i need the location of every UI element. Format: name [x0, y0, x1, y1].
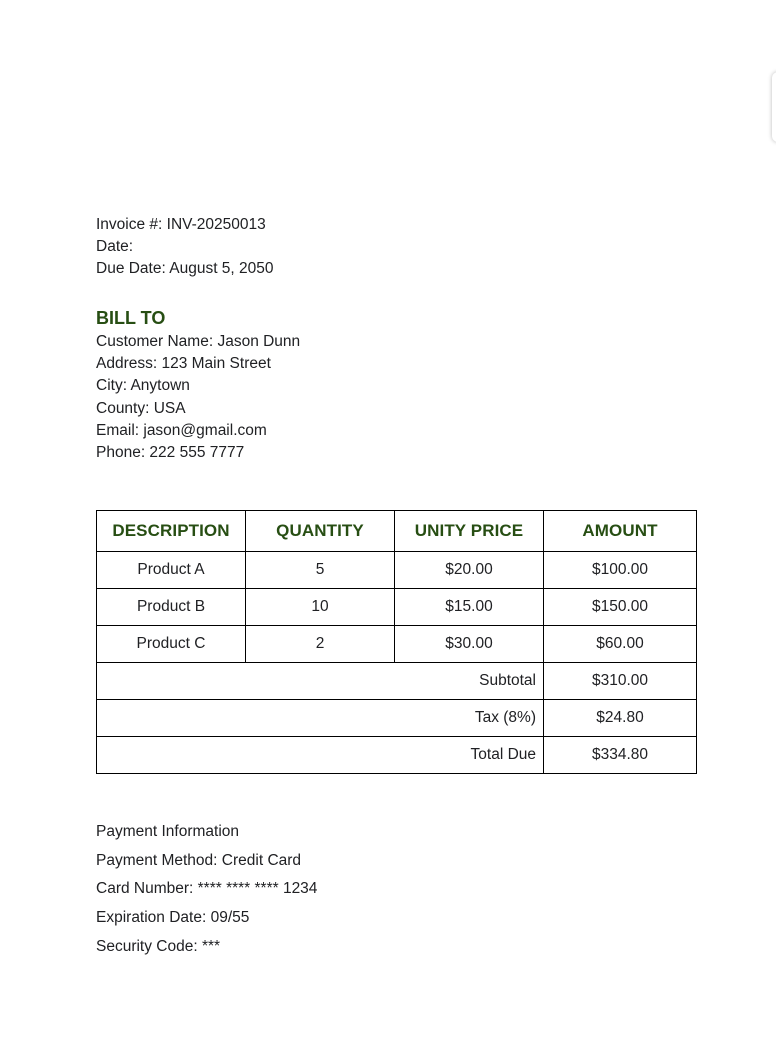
cell-description: Product B — [97, 589, 246, 626]
cell-description: Product C — [97, 626, 246, 663]
table-header-row — [97, 511, 697, 552]
invoice-items-table — [96, 510, 697, 774]
bill-to-details — [96, 331, 696, 464]
cell-unit-price: $20.00 — [395, 552, 544, 589]
customer-name: Customer Name: Jason Dunn — [96, 333, 301, 350]
payment-method: Payment Method: Credit Card — [96, 851, 302, 869]
card-number: Card Number: **** **** **** 1234 — [96, 880, 318, 898]
header-amount: AMOUNT — [544, 511, 697, 552]
invoice-due-date: Due Date: August 5, 2050 — [96, 260, 274, 277]
bill-to-heading: BILL TO — [96, 308, 166, 328]
cell-quantity: 2 — [246, 626, 395, 663]
cell-amount: $100.00 — [544, 552, 697, 589]
cell-description: Product A — [97, 552, 246, 589]
cell-quantity: 10 — [246, 589, 395, 626]
subtotal-row — [97, 663, 697, 700]
customer-phone: Phone: 222 555 7777 — [96, 444, 245, 462]
table-row — [97, 589, 697, 626]
security-code: Security Code: *** — [96, 937, 221, 955]
invoice-meta — [96, 214, 696, 280]
tax-row — [97, 700, 697, 737]
subtotal-label: Subtotal — [97, 663, 544, 700]
invoice-date: Date: — [96, 238, 134, 255]
cell-quantity: 5 — [246, 552, 395, 589]
header-unit-price: UNITY PRICE — [395, 511, 544, 552]
cell-unit-price: $30.00 — [395, 626, 544, 663]
payment-information — [96, 818, 317, 962]
cell-unit-price: $15.00 — [395, 589, 544, 626]
total-due-value: $334.80 — [544, 737, 697, 774]
tax-value: $24.80 — [544, 700, 697, 737]
payment-heading: Payment Information — [96, 823, 240, 840]
customer-county: County: USA — [96, 399, 186, 417]
side-panel-tab[interactable] — [772, 72, 776, 142]
cell-amount: $150.00 — [544, 589, 697, 626]
expiration-date: Expiration Date: 09/55 — [96, 909, 250, 927]
invoice-page — [96, 214, 696, 955]
invoice-number: Invoice #: INV-20250013 — [96, 216, 266, 233]
total-due-label: Total Due — [97, 737, 544, 774]
tax-label: Tax (8%) — [97, 700, 544, 737]
customer-city: City: Anytown — [96, 377, 190, 395]
subtotal-value: $310.00 — [544, 663, 697, 700]
cell-amount: $60.00 — [544, 626, 697, 663]
table-row — [97, 626, 697, 663]
header-quantity: QUANTITY — [246, 511, 395, 552]
customer-address: Address: 123 Main Street — [96, 355, 271, 373]
customer-email: Email: jason@gmail.com — [96, 421, 267, 439]
header-description: DESCRIPTION — [97, 511, 246, 552]
total-due-row — [97, 737, 697, 774]
table-row — [97, 552, 697, 589]
